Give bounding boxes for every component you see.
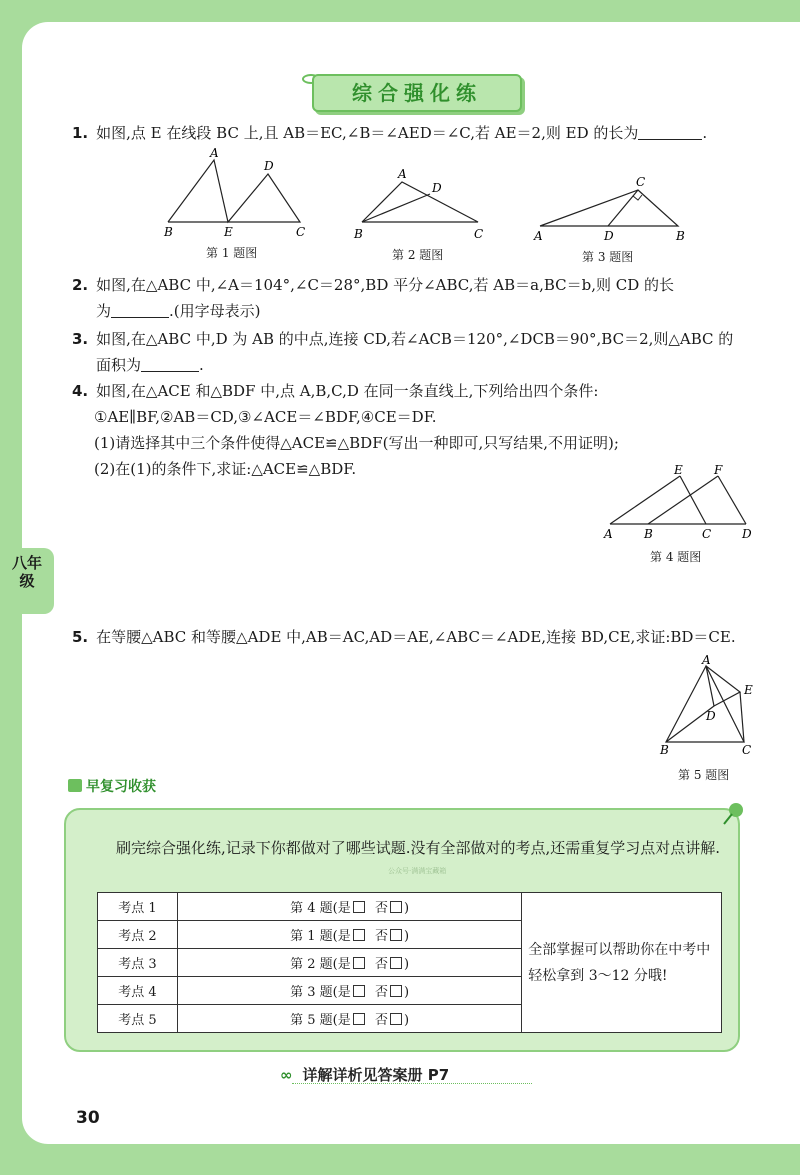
question-ref: 第 4 题(是 [290, 901, 351, 916]
fig2-label-a: A [398, 167, 407, 181]
table-cell-question [177, 893, 521, 921]
paren: ) [403, 985, 410, 1000]
question-part-1: (1)请选择其中三个条件使得△ACE≌△BDF(写出一种即可,只写结果,不用证明); [94, 434, 619, 452]
figure-5 [656, 654, 756, 758]
fig3-label-b: B [676, 229, 685, 242]
question-ref: 第 3 题(是 [290, 985, 351, 1000]
table-row [98, 893, 722, 921]
fig2-label-c: C [474, 227, 484, 241]
fig5-label-e: E [744, 683, 753, 697]
fig4-label-a: A [604, 527, 613, 541]
question-number: 4. [72, 382, 89, 400]
table-cell-question [177, 1005, 521, 1033]
no-label: 否 [374, 929, 388, 944]
question-5 [72, 624, 736, 650]
answer-reference-text: 详解详析见答案册 P7 [302, 1066, 450, 1084]
no-label: 否 [374, 901, 388, 916]
fig4-label-e: E [674, 463, 683, 477]
question-text-cont: 面积为 [96, 356, 142, 374]
fig1-label-b: B [164, 225, 173, 238]
question-text: 如图,在△ABC 中,D 为 AB 的中点,连接 CD,若∠ACB＝120°,∠DCB＝90°,BC＝2,则△ABC 的 [96, 330, 734, 348]
checkbox-yes[interactable] [353, 901, 365, 913]
grade-tab-line1: 八年 [11, 554, 42, 572]
fig4-label-b: B [644, 527, 653, 541]
checkbox-yes[interactable] [353, 1013, 365, 1025]
fig2-label-d: D [432, 181, 442, 195]
fig5-label-c: C [742, 743, 752, 757]
answer-blank[interactable] [638, 124, 702, 140]
question-text: 在等腰△ABC 和等腰△ADE 中,AB＝AC,AD＝AE,∠ABC＝∠ADE,连接 BD,CE,求证:BD＝CE. [96, 628, 736, 646]
table-cell-point: 考点 5 [98, 1005, 178, 1033]
table-note: 全部掌握可以帮助你在中考中轻松拿到 3～12 分哦! [522, 893, 722, 1033]
question-ref: 第 5 题(是 [290, 1013, 351, 1028]
table-cell-point: 考点 3 [98, 949, 178, 977]
no-label: 否 [374, 985, 388, 1000]
question-conditions: ①AE∥BF,②AB＝CD,③∠ACE＝∠BDF,④CE＝DF. [94, 408, 437, 426]
caption-fig2: 第 2 题图 [392, 248, 444, 262]
figure-4 [600, 462, 760, 542]
caption-fig3: 第 3 题图 [582, 250, 634, 264]
checkbox-yes[interactable] [353, 957, 365, 969]
fig5-label-d: D [706, 709, 716, 723]
question-text: 如图,点 E 在线段 BC 上,且 AB＝EC,∠B＝∠AED＝∠C,若 AE＝2,则 ED 的长为 [96, 124, 639, 142]
fig3-label-c: C [636, 176, 646, 189]
fig5-label-a: A [702, 654, 711, 667]
table-cell-point: 考点 1 [98, 893, 178, 921]
grade-tab [0, 548, 54, 614]
review-text: 刷完综合强化练,记录下你都做对了哪些试题.没有全部做对的考点,还需重复学习点对点讲解. [116, 839, 721, 857]
question-3 [72, 326, 762, 378]
checkbox-no[interactable] [390, 1013, 402, 1025]
paren: ) [403, 1013, 410, 1028]
fig4-label-d: D [742, 527, 752, 541]
table-cell-question [177, 977, 521, 1005]
checkbox-no[interactable] [390, 985, 402, 997]
question-number: 2. [72, 276, 89, 294]
checkbox-no[interactable] [390, 929, 402, 941]
question-text-cont: 为 [96, 302, 112, 320]
checkbox-yes[interactable] [353, 985, 365, 997]
question-2 [72, 272, 762, 324]
fig1-label-c: C [296, 225, 306, 238]
pin-icon [718, 800, 748, 830]
question-part-2: (2)在(1)的条件下,求证:△ACE≌△BDF. [94, 460, 357, 478]
question-1 [72, 120, 707, 146]
question-number: 5. [72, 628, 89, 646]
question-text-cont: . [199, 356, 204, 374]
paren: ) [403, 901, 410, 916]
paren: ) [403, 957, 410, 972]
answer-blank[interactable] [111, 302, 169, 318]
table-cell-point: 考点 2 [98, 921, 178, 949]
caption-fig4: 第 4 题图 [650, 550, 702, 564]
fig1-label-e: E [224, 225, 233, 238]
fig1-label-d: D [264, 159, 274, 173]
no-label: 否 [374, 957, 388, 972]
question-ref: 第 2 题(是 [290, 957, 351, 972]
question-text: 如图,在△ACE 和△BDF 中,点 A,B,C,D 在同一条直线上,下列给出四个条件: [96, 382, 599, 400]
fig5-label-b: B [660, 743, 669, 757]
checkbox-no[interactable] [390, 957, 402, 969]
fig2-label-b: B [354, 227, 363, 241]
fig3-label-d: D [604, 229, 614, 242]
watermark: 公众号·满满宝藏箱 [388, 867, 447, 875]
checkbox-no[interactable] [390, 901, 402, 913]
figure-1 [160, 146, 310, 238]
table-cell-point: 考点 4 [98, 977, 178, 1005]
question-text: 如图,在△ABC 中,∠A＝104°,∠C＝28°,BD 平分∠ABC,若 AB＝a,BC＝b,则 CD 的长 [96, 276, 675, 294]
review-heading-text: 早复习收获 [86, 779, 156, 795]
fig4-label-c: C [702, 527, 712, 541]
fig1-label-a: A [210, 146, 219, 160]
answer-blank[interactable] [141, 356, 199, 372]
question-text-cont: .(用字母表示) [169, 302, 261, 320]
no-label: 否 [374, 1013, 388, 1028]
question-number: 1. [72, 124, 89, 142]
table-cell-question [177, 921, 521, 949]
question-ref: 第 1 题(是 [290, 929, 351, 944]
caption-fig5: 第 5 题图 [678, 768, 730, 782]
figure-2 [350, 166, 490, 242]
review-table [97, 892, 722, 1033]
checkbox-yes[interactable] [353, 929, 365, 941]
caption-fig1: 第 1 题图 [206, 246, 258, 260]
gift-icon [68, 779, 82, 792]
figure-3 [530, 176, 690, 242]
question-number: 3. [72, 330, 89, 348]
page-number: 30 [76, 1108, 100, 1128]
table-cell-question [177, 949, 521, 977]
punctuation: . [702, 124, 708, 142]
review-heading [68, 776, 156, 796]
fig3-label-a: A [534, 229, 543, 242]
divider [292, 1083, 532, 1084]
grade-tab-line2: 级 [19, 572, 35, 590]
paren: ) [403, 929, 410, 944]
answer-reference [280, 1064, 449, 1085]
section-title: 综合强化练 [312, 74, 522, 112]
fig4-label-f: F [714, 463, 723, 477]
paperclip-icon: ∞ [280, 1066, 293, 1084]
